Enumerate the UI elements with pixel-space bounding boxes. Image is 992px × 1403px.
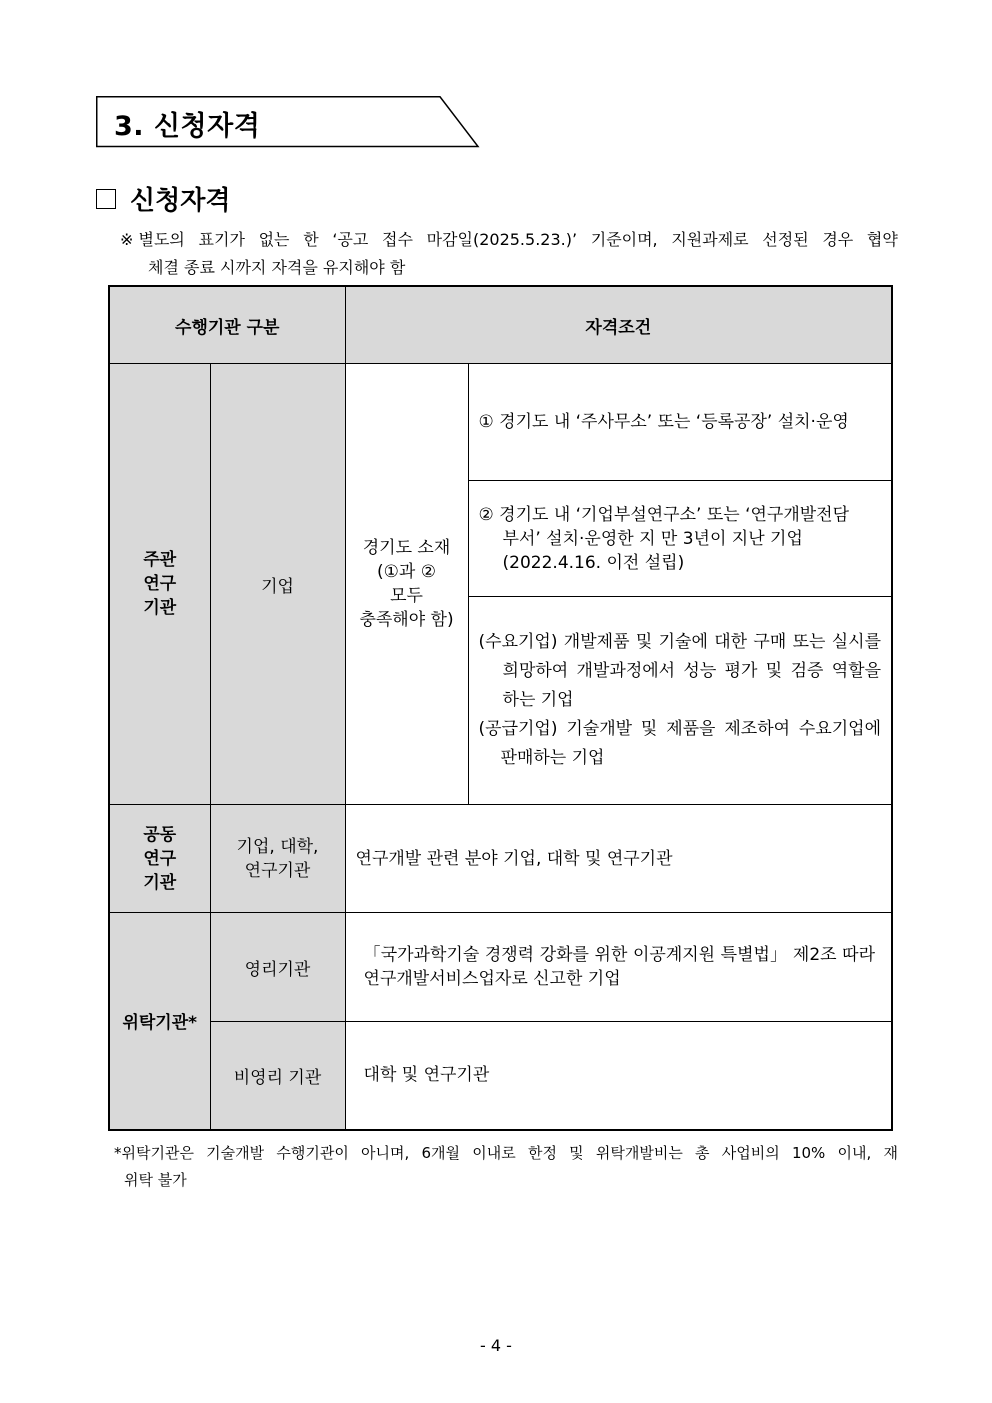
note	[120, 226, 898, 282]
page-number: - 4 -	[480, 1336, 512, 1355]
note-line-2: 체결 종료 시까지 자격을 유지해야 함	[148, 258, 406, 277]
table-row	[109, 1022, 892, 1130]
joint-org-label: 공동 연구 기관	[109, 805, 210, 913]
lead-org-type: 기업	[210, 364, 345, 805]
nonprofit-condition: 대학 및 연구기관	[345, 1022, 892, 1130]
header-condition: 자격조건	[345, 286, 892, 364]
table-row	[109, 805, 892, 913]
qualification-table	[108, 285, 893, 1131]
lead-condition-1: ① 경기도 내 ‘주사무소’ 또는 ‘등록공장’ 설치·운영	[468, 364, 892, 481]
joint-org-type: 기업, 대학, 연구기관	[210, 805, 345, 913]
lead-org-label: 주관 연구 기관	[109, 364, 210, 805]
header-category: 수행기관 구분	[109, 286, 345, 364]
footnote-line-1: *위탁기관은 기술개발 수행기관이 아니며, 6개월 이내로 한정 및 위탁개발비는 총 사업비의 10% 이내, 재	[114, 1144, 898, 1162]
footnote-line-2: 위탁 불가	[124, 1171, 187, 1189]
note-line-1: ※ 별도의 표기가 없는 한 ‘공고 접수 마감일(2025.5.23.)’ 기준이며, 지원과제로 선정된 경우 협약	[120, 230, 898, 249]
table-header-row	[109, 286, 892, 364]
nonprofit-org-type: 비영리 기관	[210, 1022, 345, 1130]
joint-condition: 연구개발 관련 분야 기업, 대학 및 연구기관	[345, 805, 892, 913]
section-title: 3. 신청자격	[114, 111, 261, 142]
subheading-label: 신청자격	[130, 186, 231, 216]
demand-company-condition: (수요기업) 개발제품 및 기술에 대한 구매 또는 실시를 희망하여 개발과정에서 성능 평가 및 검증 역할을 하는 기업	[478, 632, 882, 710]
profit-condition: 「국가과학기술 경쟁력 강화를 위한 이공계지원 특별법」 제2조 따라 연구개발서비스업자로 신고한 기업	[345, 913, 892, 1022]
lead-condition-demand-supply	[468, 597, 892, 805]
checkbox-square-icon	[96, 189, 116, 209]
profit-org-type: 영리기관	[210, 913, 345, 1022]
section-title-box	[96, 96, 486, 148]
lead-location-requirement: 경기도 소재 (①과 ② 모두 충족해야 함)	[345, 364, 468, 805]
consign-org-label: 위탁기관*	[109, 913, 210, 1130]
subheading	[96, 180, 230, 217]
footnote	[114, 1140, 898, 1194]
table-row	[109, 364, 892, 481]
lead-condition-2: ② 경기도 내 ‘기업부설연구소’ 또는 ‘연구개발전담 부서’ 설치·운영한 지 만 3년이 지난 기업 (2022.4.16. 이전 설립)	[468, 481, 892, 597]
table-row	[109, 913, 892, 1022]
supply-company-condition: (공급기업) 기술개발 및 제품을 제조하여 수요기업에 판매하는 기업	[478, 719, 882, 768]
